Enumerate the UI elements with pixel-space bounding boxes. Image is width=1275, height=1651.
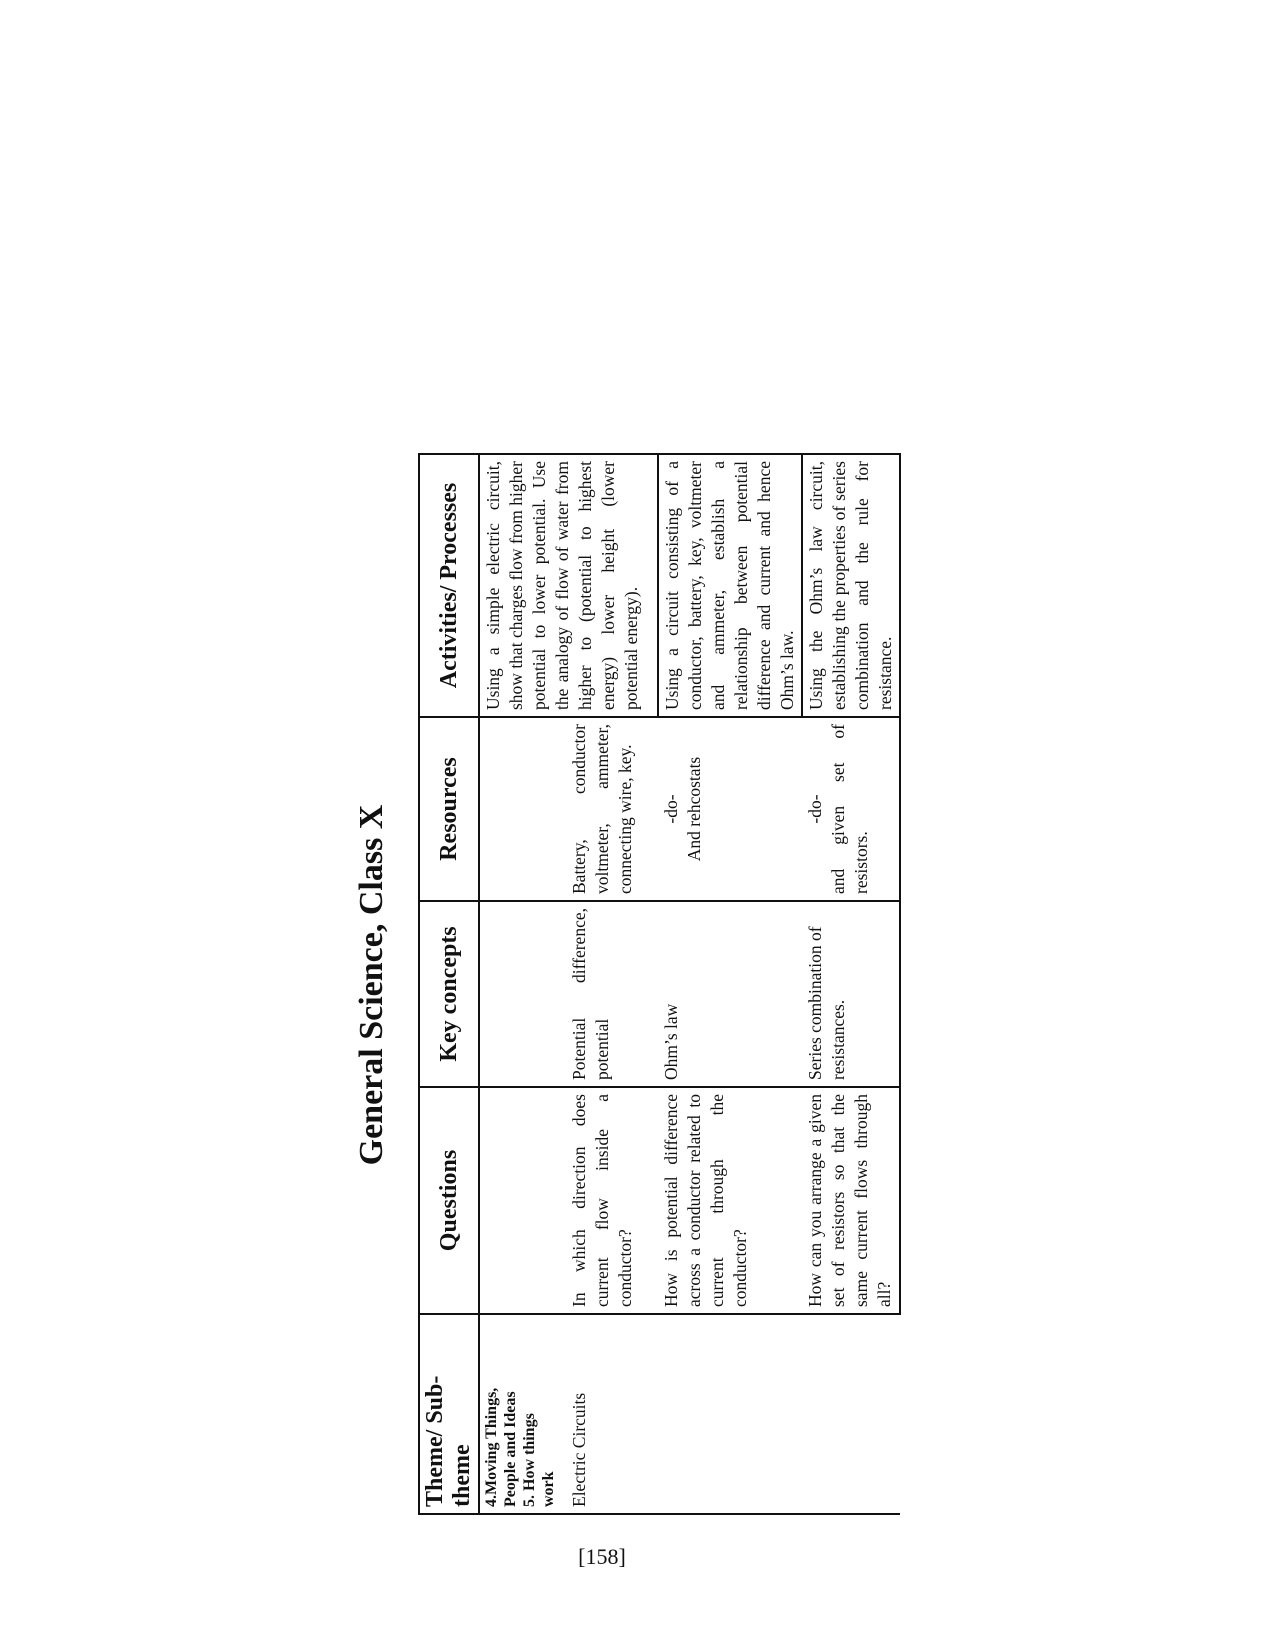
rotated-page	[342, 455, 962, 1569]
header-theme: Theme/ Sub-theme	[419, 1314, 479, 1514]
resources-ditto: -do-	[661, 794, 681, 824]
resources-cell	[658, 717, 802, 901]
question-cell	[479, 1087, 658, 1314]
activity-cell	[658, 454, 802, 717]
activity-text: Using the Ohm’s law circuit, establishing the properties of series combination and the rule for resistance.	[806, 461, 895, 710]
header-activities: Activities/ Processes	[419, 454, 479, 717]
resources-cell	[802, 717, 900, 901]
key-concept-cell	[479, 901, 658, 1087]
resources-text: Battery, conductor voltmeter, ammeter, connecting wire, key.	[569, 724, 635, 894]
table-header-row	[419, 454, 479, 1514]
sub-theme: Electric Circuits	[569, 1392, 589, 1507]
key-concept-text: Ohm’s law	[661, 1003, 681, 1080]
activity-text: Using a circuit consisting of a conductor, battery, key, voltmeter and ammeter, establish a relationship between potential difference and current and hence Ohm’s law.	[662, 461, 797, 710]
key-concept-cell	[658, 901, 802, 1087]
header-resources: Resources	[419, 717, 479, 901]
resources-ditto: -do-	[805, 794, 825, 824]
curriculum-table	[418, 453, 901, 1515]
page-number: [158]	[578, 1544, 626, 1569]
key-concept-text: Potential difference, potential	[569, 908, 612, 1080]
question-text: How is potential difference across a conductor related to current through the conductor?	[661, 1094, 750, 1307]
question-cell	[802, 1087, 900, 1314]
key-concept-cell	[802, 901, 900, 1087]
header-key-concepts: Key concepts	[419, 901, 479, 1087]
question-text: How can you arrange a given set of resistors so that the same current flows through all?	[805, 1094, 894, 1307]
theme-heading: 4.Moving Things, People and Ideas 5. How things work	[483, 1387, 557, 1507]
activity-cell	[802, 454, 900, 717]
resources-text: and given set of resistors.	[828, 724, 871, 894]
resources-cell	[479, 717, 658, 901]
header-questions: Questions	[419, 1087, 479, 1314]
question-cell	[658, 1087, 802, 1314]
theme-cell	[479, 1314, 900, 1514]
activity-cell	[479, 454, 658, 717]
key-concept-text: Series combination of resistances.	[805, 926, 848, 1080]
resources-text: And rehcostats	[684, 756, 704, 862]
page-title: General Science, Class X	[353, 804, 390, 1166]
question-text: In which direction does current flow inside a conductor?	[569, 1094, 635, 1307]
activity-text: Using a simple electric circuit, show that charges flow from higher potential to lower potential. Use the analogy of flow of water from higher to (potential to highest energy) lower height (lower potential energy).	[483, 461, 641, 710]
table-row	[479, 454, 658, 1514]
